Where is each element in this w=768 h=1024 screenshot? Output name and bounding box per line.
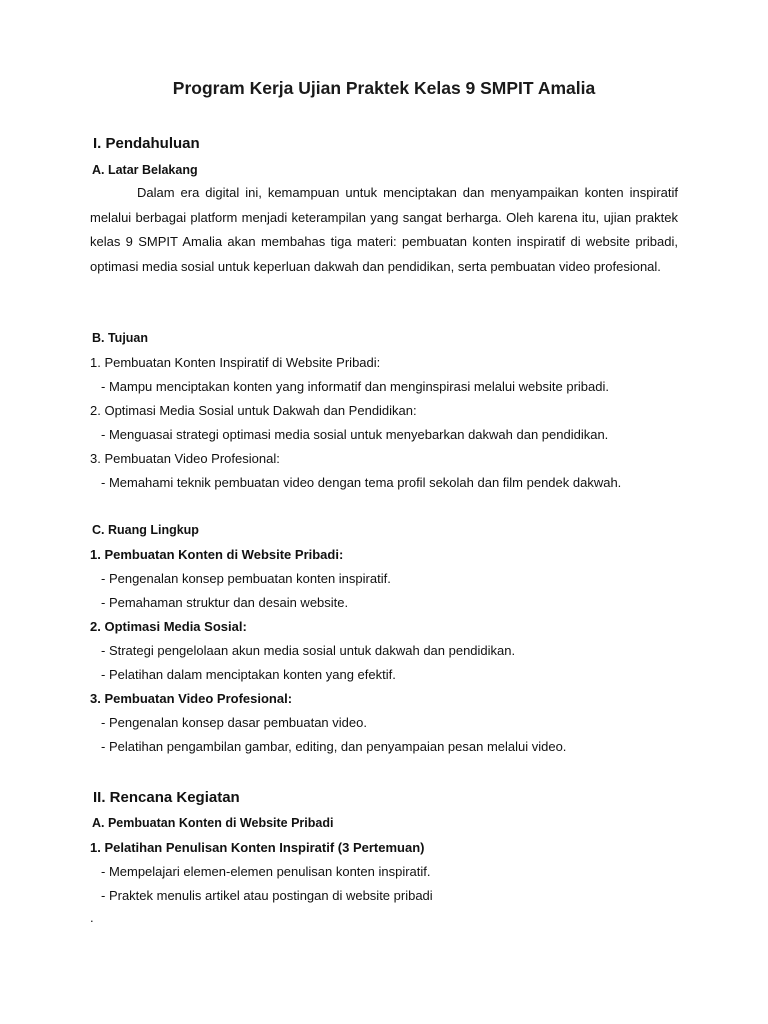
subsection-heading-tujuan: B. Tujuan (92, 331, 149, 345)
tujuan-item-title: 3. Pembuatan Video Profesional: (90, 451, 280, 466)
ruang-lingkup-item-detail: - Pengenalan konsep dasar pembuatan video. (101, 715, 367, 730)
subsection-heading-latar-belakang: A. Latar Belakang (92, 163, 198, 177)
tujuan-item-title: 1. Pembuatan Konten Inspiratif di Website Pribadi: (90, 355, 381, 370)
tujuan-item-detail: - Memahami teknik pembuatan video dengan tema profil sekolah dan film pendek dakwah. (101, 475, 622, 490)
rencana-item-title: 1. Pelatihan Penulisan Konten Inspiratif (3 Pertemuan) (90, 840, 425, 855)
section-heading-pendahuluan: I. Pendahuluan (93, 135, 200, 152)
rencana-item-detail: - Mempelajari elemen-elemen penulisan konten inspiratif. (101, 864, 431, 879)
ruang-lingkup-item-detail: - Pengenalan konsep pembuatan konten inspiratif. (101, 571, 391, 586)
subsection-heading-website: A. Pembuatan Konten di Website Pribadi (92, 816, 334, 830)
ruang-lingkup-item-title: 1. Pembuatan Konten di Website Pribadi: (90, 547, 344, 562)
rencana-item-detail: - Praktek menulis artikel atau postingan di website pribadi (101, 888, 433, 903)
ruang-lingkup-item-detail: - Pelatihan dalam menciptakan konten yang efektif. (101, 667, 396, 682)
subsection-heading-ruang-lingkup: C. Ruang Lingkup (92, 523, 199, 537)
trailing-period: . (90, 910, 94, 925)
ruang-lingkup-item-title: 3. Pembuatan Video Profesional: (90, 691, 293, 706)
latar-belakang-paragraph: Dalam era digital ini, kemampuan untuk menciptakan dan menyampaikan konten inspiratif melalui berbagai platform menjadi keterampilan yang sangat berharga. Oleh karena itu, ujian praktek kelas 9 SMPIT Amalia akan membahas tiga materi: pembuatan konten inspiratif di website pribadi, optimasi media sosial untuk keperluan dakwah dan pendidikan, serta pembuatan video profesional. (90, 185, 678, 274)
document-title: Program Kerja Ujian Praktek Kelas 9 SMPIT Amalia (172, 78, 596, 98)
ruang-lingkup-item-detail: - Pemahaman struktur dan desain website. (101, 595, 349, 610)
tujuan-item-detail: - Mampu menciptakan konten yang informatif dan menginspirasi melalui website pribadi. (101, 379, 609, 394)
tujuan-item-title: 2. Optimasi Media Sosial untuk Dakwah dan Pendidikan: (90, 403, 417, 418)
ruang-lingkup-item-detail: - Strategi pengelolaan akun media sosial untuk dakwah dan pendidikan. (101, 643, 516, 658)
ruang-lingkup-item-title: 2. Optimasi Media Sosial: (90, 619, 247, 634)
section-heading-rencana-kegiatan: II. Rencana Kegiatan (93, 789, 240, 806)
tujuan-item-detail: - Menguasai strategi optimasi media sosial untuk menyebarkan dakwah dan pendidikan. (101, 427, 609, 442)
ruang-lingkup-item-detail: - Pelatihan pengambilan gambar, editing, dan penyampaian pesan melalui video. (101, 739, 567, 754)
